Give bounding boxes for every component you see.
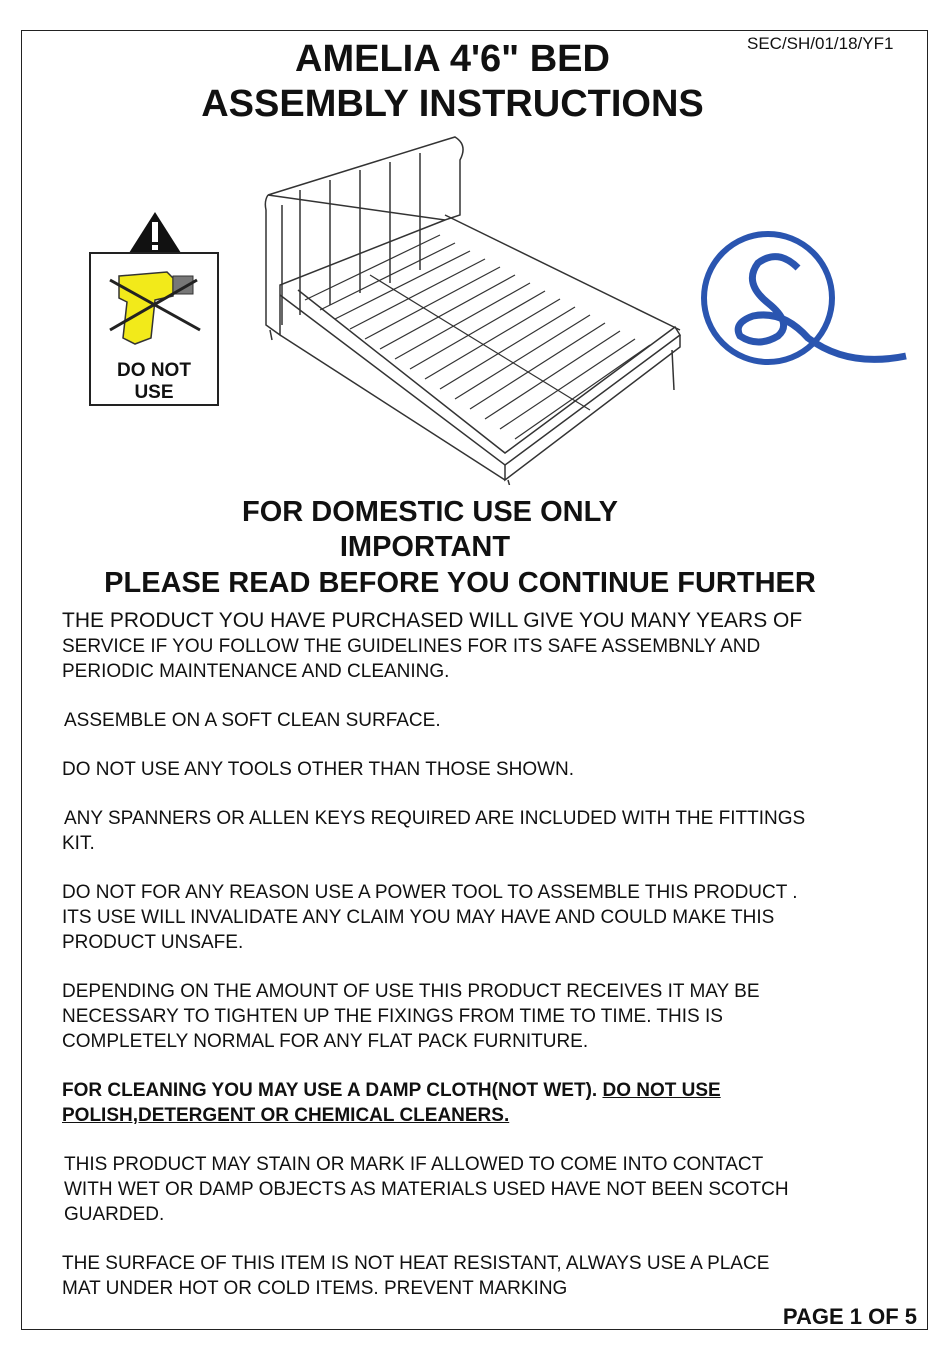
body-line: NECESSARY TO TIGHTEN UP THE FIXINGS FROM TIME TO TIME. THIS IS bbox=[62, 1006, 723, 1027]
power-drill-crossed-icon bbox=[105, 262, 205, 352]
heading-important: IMPORTANT bbox=[339, 531, 511, 563]
body-line: GUARDED. bbox=[64, 1204, 165, 1225]
body-line: ASSEMBLE ON A SOFT CLEAN SURFACE. bbox=[64, 710, 441, 731]
body-line: THE SURFACE OF THIS ITEM IS NOT HEAT RESISTANT, ALWAYS USE A PLACE bbox=[62, 1253, 770, 1274]
body-line: PRODUCT UNSAFE. bbox=[62, 932, 244, 953]
bed-illustration bbox=[260, 135, 685, 485]
body-line: THIS PRODUCT MAY STAIN OR MARK IF ALLOWED TO COME INTO CONTACT bbox=[64, 1154, 764, 1175]
warning-label-line-2: USE bbox=[134, 382, 174, 403]
body-line: DO NOT FOR ANY REASON USE A POWER TOOL TO ASSEMBLE THIS PRODUCT . bbox=[62, 882, 798, 903]
company-logo bbox=[698, 228, 913, 373]
body-line: DO NOT USE ANY TOOLS OTHER THAN THOSE SHOWN. bbox=[62, 759, 575, 780]
page-number: PAGE 1 OF 5 bbox=[782, 1304, 917, 1329]
body-line: MAT UNDER HOT OR COLD ITEMS. PREVENT MARKING bbox=[62, 1278, 568, 1299]
body-line: ITS USE WILL INVALIDATE ANY CLAIM YOU MAY HAVE AND COULD MAKE THIS bbox=[62, 907, 775, 928]
body-line: WITH WET OR DAMP OBJECTS AS MATERIALS USED HAVE NOT BEEN SCOTCH bbox=[64, 1179, 789, 1200]
title-line-2: ASSEMBLY INSTRUCTIONS bbox=[201, 83, 704, 125]
cleaning-text: FOR CLEANING YOU MAY USE A DAMP CLOTH(NOT WET). bbox=[62, 1080, 603, 1101]
body-line: COMPLETELY NORMAL FOR ANY FLAT PACK FURNITURE. bbox=[62, 1031, 589, 1052]
body-line: PERIODIC MAINTENANCE AND CLEANING. bbox=[62, 661, 450, 682]
cleaning-line-1 bbox=[62, 1081, 721, 1100]
heading-domestic-use: FOR DOMESTIC USE ONLY bbox=[242, 496, 618, 528]
cleaning-line-2: POLISH,DETERGENT OR CHEMICAL CLEANERS. bbox=[62, 1105, 510, 1126]
body-line: KIT. bbox=[62, 833, 95, 854]
heading-please-read: PLEASE READ BEFORE YOU CONTINUE FURTHER bbox=[104, 567, 816, 599]
body-line: SERVICE IF YOU FOLLOW THE GUIDELINES FOR ITS SAFE ASSEMBNLY AND bbox=[62, 636, 761, 657]
cleaning-warning: DO NOT USE bbox=[602, 1080, 721, 1101]
body-line: ANY SPANNERS OR ALLEN KEYS REQUIRED ARE INCLUDED WITH THE FITTINGS bbox=[64, 808, 806, 829]
title-line-1: AMELIA 4'6" BED bbox=[295, 38, 610, 80]
document-code: SEC/SH/01/18/YF1 bbox=[747, 34, 894, 53]
body-line: THE PRODUCT YOU HAVE PURCHASED WILL GIVE YOU MANY YEARS OF bbox=[62, 609, 803, 632]
do-not-use-power-tool-sign bbox=[89, 252, 219, 406]
warning-triangle-icon bbox=[127, 210, 183, 254]
body-line: DEPENDING ON THE AMOUNT OF USE THIS PRODUCT RECEIVES IT MAY BE bbox=[62, 981, 760, 1002]
warning-label-line-1: DO NOT bbox=[117, 360, 191, 381]
